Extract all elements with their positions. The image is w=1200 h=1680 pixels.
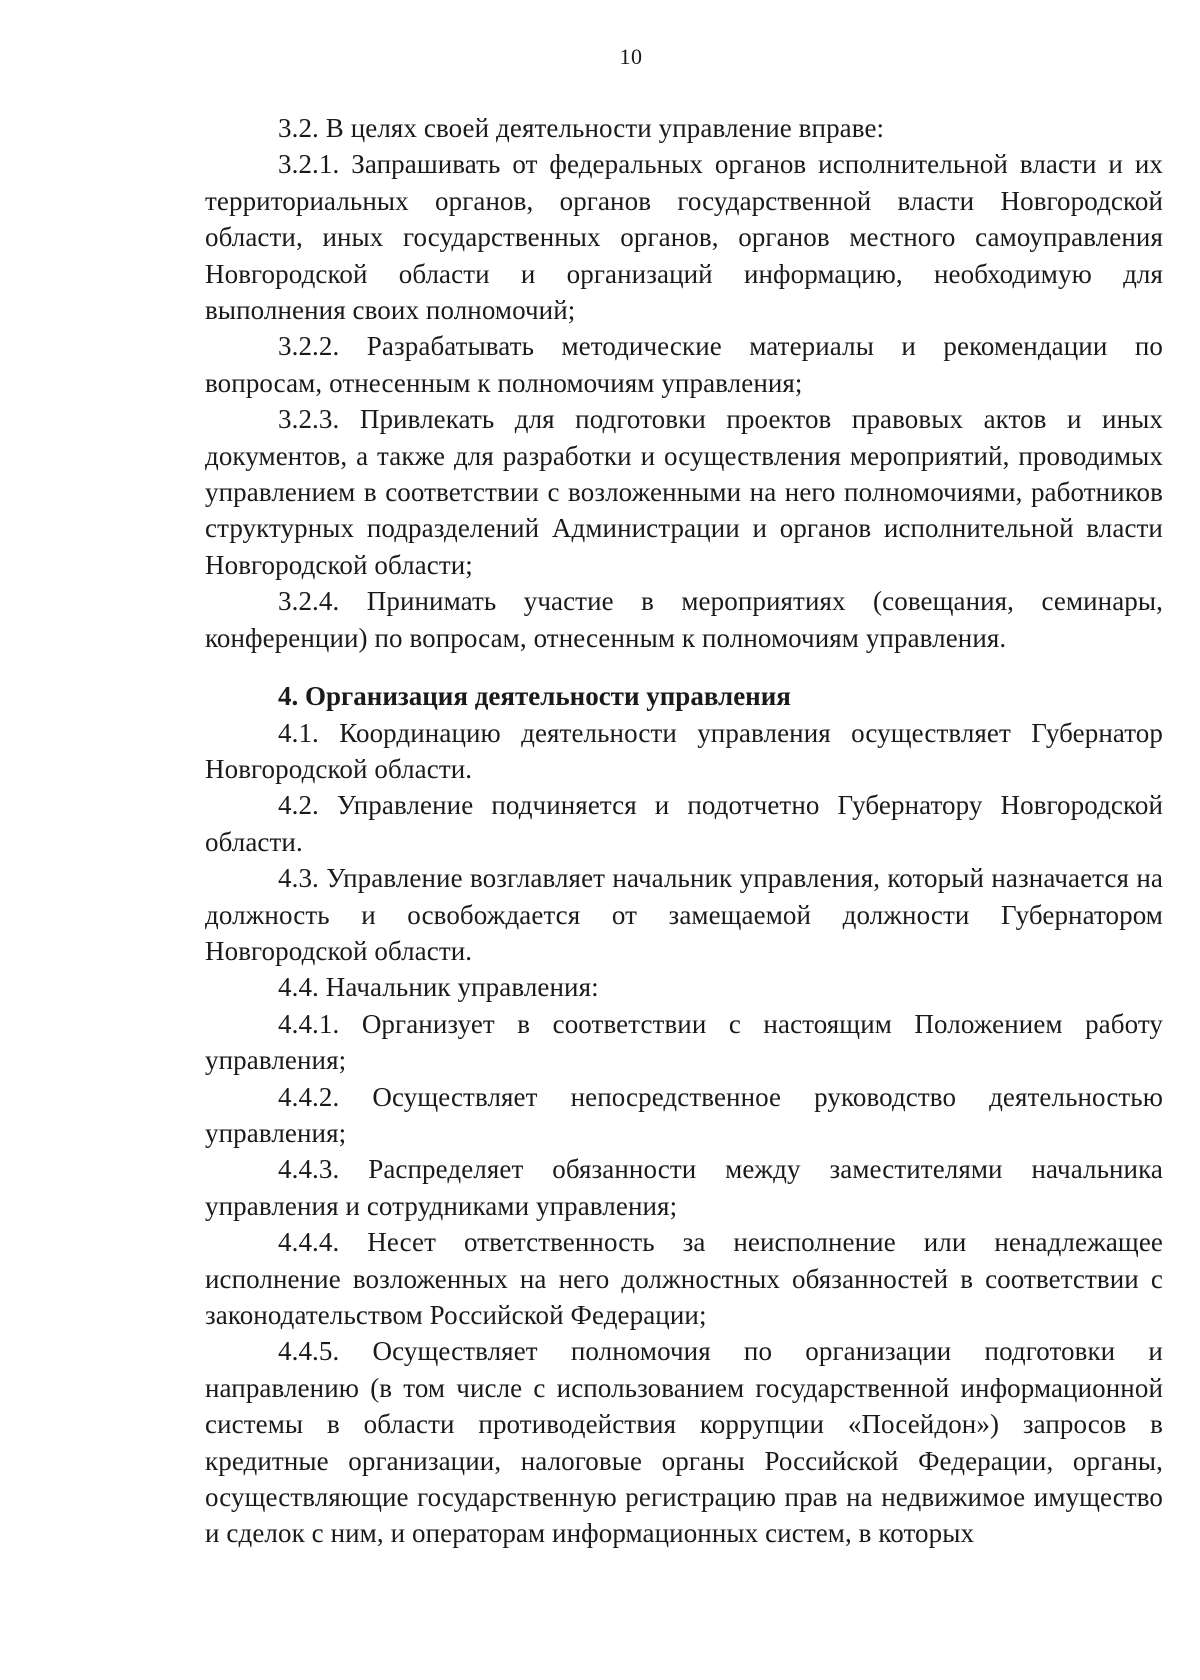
paragraph-3-2-2: 3.2.2. Разрабатывать методические материалы и рекомендации по вопросам, отнесенным к полномочиям управления; bbox=[205, 331, 1163, 398]
paragraph-3-2-3: 3.2.3. Привлекать для подготовки проектов правовых актов и иных документов, а также для разработки и осуществления мероприятий, проводимых управлением в соответствии с возложенными на него полномочиями, работников структурных подразделений Администрации и органов исполнительной власти Новгородской области; bbox=[205, 404, 1163, 580]
paragraph-4-4-1: 4.4.1. Организует в соответствии с настоящим Положением работу управления; bbox=[205, 1008, 1163, 1076]
paragraph-4-4-4: 4.4.4. Несет ответственность за неисполнение или ненадлежащее исполнение возложенных на него должностных обязанностей в соответствии с законодательством Российской Федерации; bbox=[205, 1227, 1163, 1330]
paragraph-3-2: 3.2. В целях своей деятельности управление вправе: bbox=[278, 113, 885, 143]
paragraph-4-2: 4.2. Управление подчиняется и подотчетно Губернатору Новгородской области. bbox=[205, 790, 1163, 857]
paragraph-4-4: 4.4. Начальник управления: bbox=[278, 972, 599, 1003]
page-number: 10 bbox=[619, 44, 643, 69]
paragraph-3-2-1: 3.2.1. Запрашивать от федеральных органов исполнительной власти и их территориальных органов, органов государственной власти Новгородской области, иных государственных органов, органов местного самоуправления Новгородской области и организаций информацию, необходимую для выполнения своих полномочий; bbox=[205, 149, 1163, 326]
paragraph-3-2-4: 3.2.4. Принимать участие в мероприятиях (совещания, семинары, конференции) по вопросам, отнесенным к полномочиям управления. bbox=[205, 586, 1163, 653]
document-body bbox=[205, 110, 1163, 1552]
paragraph-4-4-5: 4.4.5. Осуществляет полномочия по организации подготовки и направлению (в том числе с использованием государственной информационной системы в области противодействия коррупции «Посейдон») запросов в кредитные организации, налоговые органы Российской Федерации, органы, осуществляющие государственную регистрацию прав на недвижимое имущество и сделок с ним, и операторам информационных систем, в которых bbox=[205, 1336, 1163, 1549]
paragraph-4-1: 4.1. Координацию деятельности управления осуществляет Губернатор Новгородской области. bbox=[205, 717, 1163, 784]
paragraph-4-3: 4.3. Управление возглавляет начальник управления, который назначается на должность и освобождается от замещаемой должности Губернатором Новгородской области. bbox=[205, 863, 1163, 966]
paragraph-4-4-3: 4.4.3. Распределяет обязанности между заместителями начальника управления и сотрудниками управления; bbox=[205, 1154, 1163, 1221]
section-heading-4: 4. Организация деятельности управления bbox=[278, 681, 791, 712]
paragraph-4-4-2: 4.4.2. Осуществляет непосредственное руководство деятельностью управления; bbox=[205, 1081, 1163, 1148]
section-spacer bbox=[205, 656, 1163, 678]
